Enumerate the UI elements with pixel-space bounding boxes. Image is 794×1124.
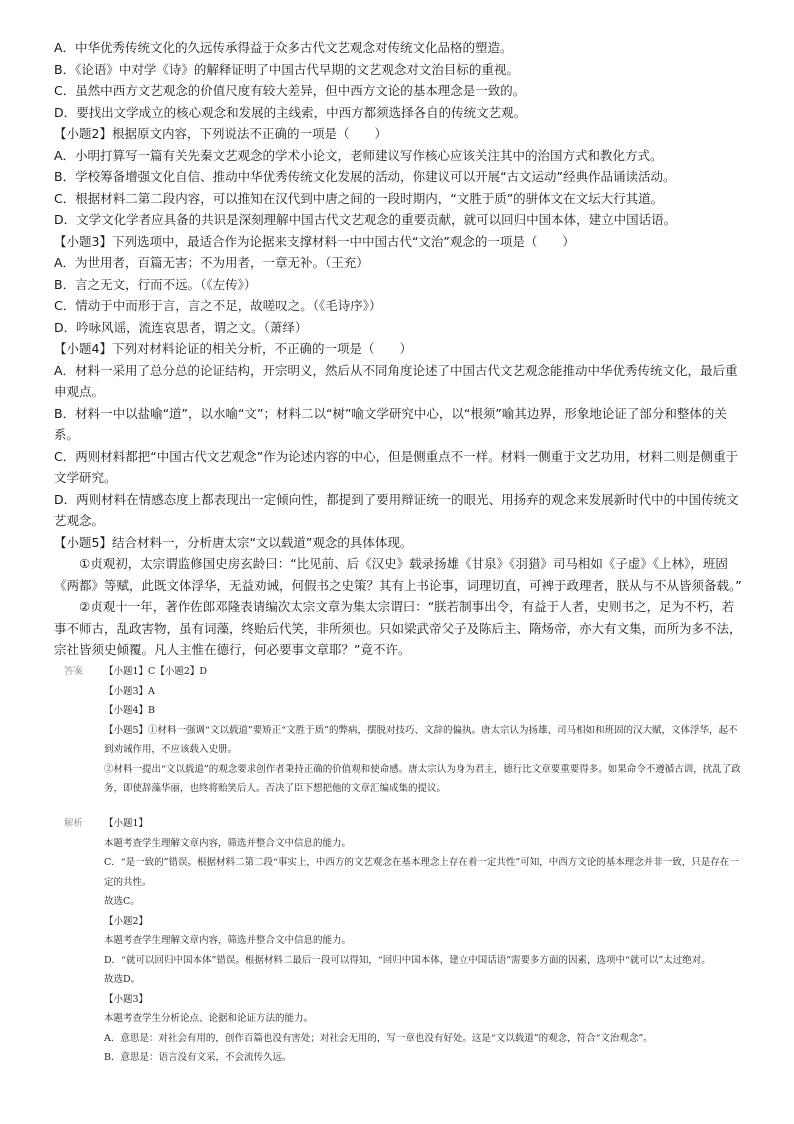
answer-line: 【小题3】A <box>104 685 155 697</box>
answer-section <box>64 662 744 799</box>
option-line: C．根据材料二第二段内容，可以推知在汉代到中唐之间的一段时期内，“文胜于质”的骈体文在文坛大行其道。 <box>54 190 664 206</box>
option-line: C．虽然中西方文艺观念的价值尺度有较大差异，但中西方文论的基本理念是一致的。 <box>54 83 526 98</box>
option-line: B．言之无文，行而不远。（《左传》） <box>54 276 257 292</box>
analysis-line: 故选C。 <box>104 896 140 907</box>
option-line: C．两则材料都把“中国古代文艺观念”作为论述内容的中心，但是侧重点不一样。材料一侧重于文艺功用，材料二则是侧重于文学研究。 <box>54 448 739 485</box>
option-line: A．为世用者，百篇无害；不为用者，一章无补。（王充） <box>54 255 369 270</box>
option-line: D．吟咏风谣，流连哀思者，谓之文。（萧绎） <box>54 319 308 335</box>
option-line: D．文学文化学者应具备的共识是深刻理解中国古代文艺观念的重要贡献，就可以回归中国本体，建立中国话语。 <box>54 212 677 227</box>
analysis-line: 本题考查学生分析论点、论据和论证方法的能力。 <box>104 1013 314 1024</box>
analysis-line: 本题考查学生理解文章内容，筛选并整合文中信息的能力。 <box>104 935 352 946</box>
question-title: 【小题5】结合材料一，分析唐太宗“文以载道”观念的具体体现。 <box>54 534 413 550</box>
question-title: 【小题3】下列选项中，最适合作为论据来支撑材料一中中国古代“文治”观念的一项是（ ） <box>54 233 575 249</box>
answer-line: 【小题5】①材料一强调“文以载道”要矫正“文胜于质”的弊病，摆脱对技巧、文辞的偏执。唐太宗认为扬雄、司马相如和班固的汉大赋，文体浮华，起不到劝诫作用，不应该载入史册。 <box>104 724 738 755</box>
analysis-label: 解析 <box>64 818 84 829</box>
option-line: B．学校筹备增强文化自信、推动中华优秀传统文化发展的活动，你建议可以开展“古文运动”经典作品诵读活动。 <box>54 169 676 184</box>
analysis-line: D．“就可以回归中国本体”错误。根据材料二最后一段可以得知，“回归中国本体，建立中国话语”需要多方面的因素，选项中“就可以”太过绝对。 <box>104 954 711 966</box>
analysis-line: 本题考查学生理解文章内容，筛选并整合文中信息的能力。 <box>104 837 352 849</box>
passage-paragraph: ①贞观初，太宗谓监修国史房玄龄曰：“比见前、后《汉史》载录扬雄《甘泉》《羽猎》司马相如《子虚》《上林》，班固《两都》等赋，此既文体浮华，无益劝诫，何假书之史策？其有上书论事，词理切直，可裨于政理者，朕从与不从皆须备载。” <box>54 556 742 593</box>
analysis-section <box>64 814 744 1068</box>
option-line: A．中华优秀传统文化的久远传承得益于众多古代文艺观念对传统文化品格的塑造。 <box>54 40 513 55</box>
analysis-line: C．“是一致的”错误。根据材料二第二段“事实上，中西方的文艺观念在基本理念上存在着一定共性”可知，中西方文论的基本理念并非一致，只是存在一定的共性。 <box>104 857 739 888</box>
question-block <box>54 37 744 661</box>
option-line: A．材料一采用了总分总的论证结构，开宗明义，然后从不同角度论述了中国古代文艺观念能推动中华优秀传统文化，最后重申观点。 <box>54 362 738 399</box>
analysis-line: 【小题2】 <box>104 915 149 927</box>
question-title: 【小题4】下列对材料论证的相关分析，不正确的一项是（ ） <box>54 341 412 356</box>
question-title: 【小题2】根据原文内容，下列说法不正确的一项是（ ） <box>54 126 387 141</box>
option-line: D．两则材料在情感态度上都表现出一定倾向性，都提到了要用辩证统一的眼光、用扬弃的观念来发展新时代中的中国传统文艺观念。 <box>54 491 739 528</box>
analysis-line: A．意思是：对社会有用的，创作百篇也没有害处；对社会无用的，写一章也没有好处。这是“文以载道”的观念，符合“文治观念”。 <box>104 1032 653 1044</box>
option-line: A．小明打算写一篇有关先秦文艺观念的学术小论文，老师建议写作核心应该关注其中的治国方式和教化方式。 <box>54 147 663 163</box>
answer-line: ②材料一提出“文以载道”的观念要求创作者秉持正确的价值观和使命感。唐太宗认为身为君主，德行比文章要重要得多。如果命令不遵循古训，扰乱了政务，即使辞藻华丽，也终将贻笑后人。否决了臣下想把他的文章汇编成集的提议。 <box>104 763 741 794</box>
answer-label: 答案 <box>64 666 84 677</box>
analysis-line: B．意思是：语言没有文采，不会流传久远。 <box>104 1052 292 1063</box>
analysis-line: 【小题3】 <box>104 993 149 1005</box>
answer-line: 【小题1】C【小题2】D <box>104 666 207 677</box>
analysis-line: 【小题1】 <box>104 818 149 829</box>
analysis-line: 故选D。 <box>104 974 141 985</box>
option-line: B．材料一中以盐喻“道”，以水喻“文”；材料二以“树”喻文学研究中心，以“根须”喻其边界，形象地论证了部分和整体的关系。 <box>54 405 727 442</box>
option-line: C．情动于中而形于言，言之不足，故嗟叹之。（《毛诗序》） <box>54 298 382 313</box>
option-line: D．要找出文学成立的核心观念和发展的主线索，中西方都须选择各自的传统文艺观。 <box>54 104 527 120</box>
passage-paragraph: ②贞观十一年，著作佐郎邓隆表请编次太宗文章为集太宗谓曰：“朕若制事出令，有益于人者，史则书之，足为不朽，若事不师古，乱政害物，虽有词藻，终贻后代笑，非所须也。只如梁武帝父子及陈后主、隋炀帝，亦大有文集，而所为多不法，宗社皆须史倾覆。凡人主惟在德行，何必要事文章耶？”竟不许。 <box>54 599 742 657</box>
option-line: B．《论语》中对学《诗》的解释证明了中国古代早期的文艺观念对文治目标的重视。 <box>54 61 519 77</box>
answer-line: 【小题4】B <box>104 705 156 716</box>
